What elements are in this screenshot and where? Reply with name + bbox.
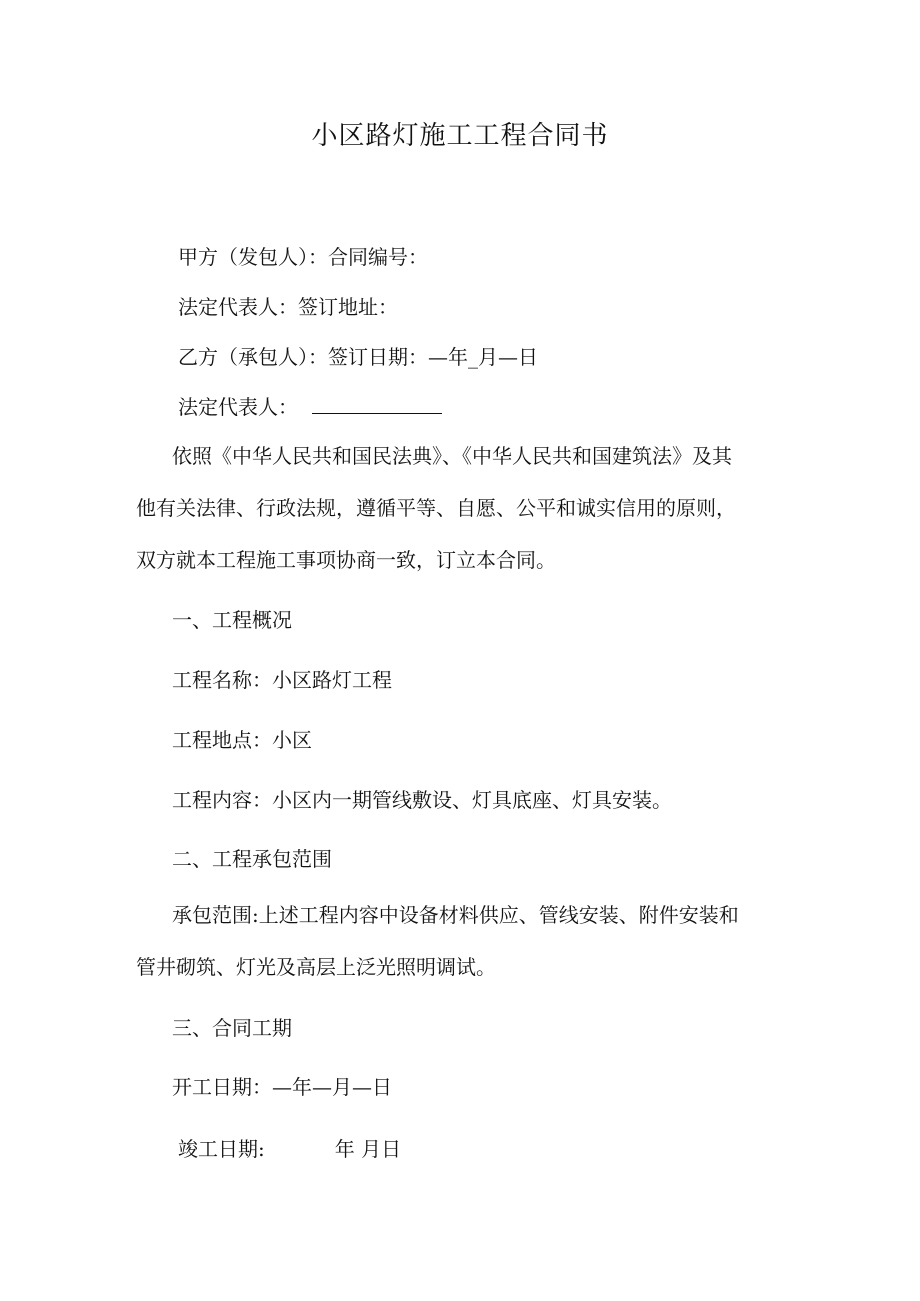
project-content-line: 工程内容：小区内一期管线敷设、灯具底座、灯具安装。 [172,788,672,812]
preamble-line-3: 双方就本工程施工事项协商一致，订立本合同。 [136,548,556,572]
legal-rep-a-line: 法定代表人：签订地址： [178,295,398,319]
project-name-line: 工程名称：小区路灯工程 [172,668,392,692]
preamble-paragraph [136,430,736,586]
signature-blank-line [312,397,442,414]
completion-date-line [178,1133,401,1162]
start-date-line: 开工日期：—年—月—日 [172,1075,392,1099]
legal-rep-b-label: 法定代表人： [178,395,298,419]
scope-line-2: 管井砌筑、灯光及高层上泛光照明调试。 [136,955,496,979]
completion-date-value: 年 月日 [334,1137,402,1161]
section-heading-term: 三、合同工期 [172,1016,292,1040]
project-location-line: 工程地点：小区 [172,728,312,752]
section-heading-scope: 二、工程承包范围 [172,847,332,871]
preamble-line-1: 依照《中华人民共和国民法典》、《中华人民共和国建筑法》及其 [172,444,732,468]
party-a-line: 甲方（发包人）：合同编号： [178,245,428,269]
preamble-line-2: 他有关法律、行政法规，遵循平等、自愿、公平和诚实信用的原则， [136,496,736,520]
document-title: 小区路灯施工工程合同书 [311,121,609,151]
scope-line-1: 承包范围:上述工程内容中设备材料供应、管线安装、附件安装和 [172,903,739,927]
legal-rep-b-line [178,391,442,420]
scope-paragraph [136,889,739,993]
section-heading-overview: 一、工程概况 [172,608,292,632]
party-b-line: 乙方（承包人）：签订日期：—年_月—日 [178,345,538,369]
completion-date-label: 竣工日期: [178,1137,265,1161]
